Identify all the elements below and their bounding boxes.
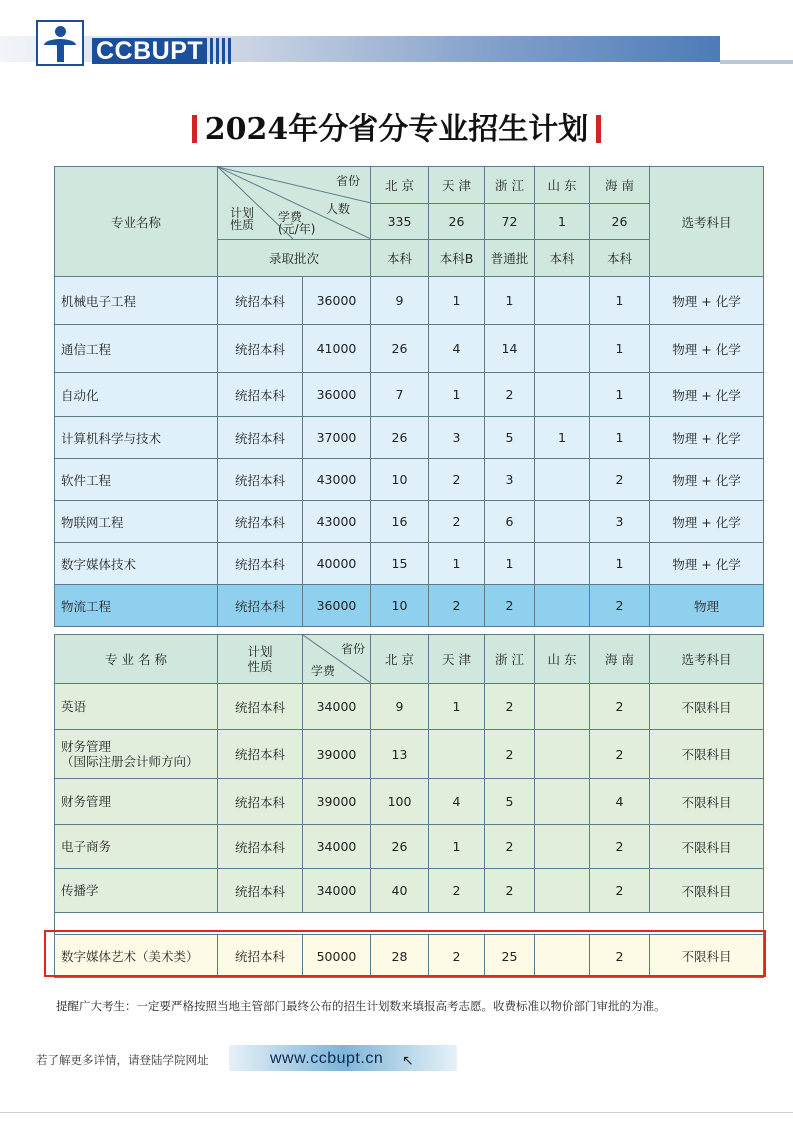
major-name-cell: 自动化 bbox=[55, 373, 218, 417]
table-row bbox=[55, 501, 764, 543]
province-corner-label: 省份 bbox=[341, 642, 366, 656]
subjects-cell: 不限科目 bbox=[650, 684, 764, 730]
province-header: 北 京 bbox=[371, 167, 429, 204]
plan-type-corner-label: 计划 性质 bbox=[230, 206, 255, 232]
province-header: 天 津 bbox=[429, 167, 485, 204]
tuition-cell: 34000 bbox=[303, 825, 371, 869]
province-total: 26 bbox=[429, 203, 485, 240]
province-corner-label: 省份 bbox=[336, 174, 361, 188]
quota-cell: 2 bbox=[590, 825, 650, 869]
quota-cell: 3 bbox=[429, 417, 485, 459]
province-header: 海 南 bbox=[590, 167, 650, 204]
quota-cell: 2 bbox=[590, 684, 650, 730]
plan-type-cell: 统招本科 bbox=[218, 325, 303, 373]
province-header: 海 南 bbox=[590, 635, 650, 684]
bottom-divider bbox=[0, 1112, 793, 1113]
tuition-cell: 39000 bbox=[303, 779, 371, 825]
quota-cell: 10 bbox=[371, 585, 429, 627]
plan-type-cell: 统招本科 bbox=[218, 543, 303, 585]
subjects-cell: 物理 + 化学 bbox=[650, 501, 764, 543]
quota-cell: 9 bbox=[371, 277, 429, 325]
quota-cell: 1 bbox=[429, 277, 485, 325]
tuition-cell: 34000 bbox=[303, 684, 371, 730]
diagonal-header-cell bbox=[218, 167, 371, 240]
subjects-header: 选考科目 bbox=[650, 167, 764, 277]
quota-cell bbox=[535, 459, 590, 501]
table-row bbox=[55, 730, 764, 779]
quota-cell: 26 bbox=[371, 825, 429, 869]
quota-cell: 25 bbox=[485, 935, 535, 978]
count-corner-label: 人数 bbox=[326, 202, 351, 216]
title-left-mark bbox=[192, 115, 197, 143]
quota-cell: 1 bbox=[590, 277, 650, 325]
batch-cell: 本科 bbox=[590, 240, 650, 277]
quota-cell: 26 bbox=[371, 417, 429, 459]
major-name-cell: 电子商务 bbox=[55, 825, 218, 869]
province-total: 1 bbox=[535, 203, 590, 240]
website-link[interactable]: www.ccbupt.cn bbox=[270, 1050, 384, 1067]
plan-type-cell: 统招本科 bbox=[218, 277, 303, 325]
subjects-cell: 物理 + 化学 bbox=[650, 417, 764, 459]
quota-cell bbox=[535, 373, 590, 417]
quota-cell: 3 bbox=[485, 459, 535, 501]
plan-type-cell: 统招本科 bbox=[218, 684, 303, 730]
plan-type-header: 计划 性质 bbox=[218, 635, 303, 684]
batch-label: 录取批次 bbox=[218, 240, 371, 277]
quota-cell: 16 bbox=[371, 501, 429, 543]
major-name-cell: 英语 bbox=[55, 684, 218, 730]
major-name-cell: 物流工程 bbox=[55, 585, 218, 627]
quota-cell bbox=[535, 779, 590, 825]
table-row bbox=[55, 373, 764, 417]
quota-cell: 40 bbox=[371, 869, 429, 913]
major-name-cell: 传播学 bbox=[55, 869, 218, 913]
quota-cell bbox=[535, 869, 590, 913]
tuition-cell: 36000 bbox=[303, 585, 371, 627]
province-header: 北 京 bbox=[371, 635, 429, 684]
footer-prompt: 若了解更多详情，请登陆学院网址 bbox=[36, 1053, 209, 1067]
tuition-cell: 43000 bbox=[303, 501, 371, 543]
quota-cell bbox=[535, 730, 590, 779]
table-row bbox=[55, 779, 764, 825]
quota-cell: 6 bbox=[485, 501, 535, 543]
subjects-cell: 物理 bbox=[650, 585, 764, 627]
quota-cell: 2 bbox=[429, 935, 485, 978]
province-total: 72 bbox=[485, 203, 535, 240]
enrollment-table-science bbox=[54, 166, 764, 627]
quota-cell: 1 bbox=[485, 543, 535, 585]
major-name-cell: 计算机科学与技术 bbox=[55, 417, 218, 459]
subjects-cell: 物理 + 化学 bbox=[650, 543, 764, 585]
subjects-cell: 不限科目 bbox=[650, 730, 764, 779]
quota-cell: 1 bbox=[429, 825, 485, 869]
plan-type-cell: 统招本科 bbox=[218, 869, 303, 913]
subjects-cell: 物理 + 化学 bbox=[650, 277, 764, 325]
quota-cell: 15 bbox=[371, 543, 429, 585]
quota-cell: 2 bbox=[485, 373, 535, 417]
quota-cell: 1 bbox=[429, 684, 485, 730]
province-total: 335 bbox=[371, 203, 429, 240]
tuition-cell: 39000 bbox=[303, 730, 371, 779]
quota-cell bbox=[535, 684, 590, 730]
quota-cell bbox=[535, 825, 590, 869]
quota-cell: 13 bbox=[371, 730, 429, 779]
batch-cell: 普通批 bbox=[485, 240, 535, 277]
quota-cell: 7 bbox=[371, 373, 429, 417]
major-name-cell: 数字媒体艺术（美术类） bbox=[55, 935, 218, 978]
quota-cell: 4 bbox=[429, 779, 485, 825]
table-row bbox=[55, 459, 764, 501]
quota-cell bbox=[429, 730, 485, 779]
quota-cell: 1 bbox=[429, 373, 485, 417]
page-header bbox=[0, 0, 793, 80]
quota-cell: 1 bbox=[590, 325, 650, 373]
quota-cell: 2 bbox=[485, 730, 535, 779]
quota-cell: 1 bbox=[590, 373, 650, 417]
quota-cell: 4 bbox=[590, 779, 650, 825]
tuition-cell: 50000 bbox=[303, 935, 371, 978]
quota-cell bbox=[535, 325, 590, 373]
plan-type-cell: 统招本科 bbox=[218, 373, 303, 417]
quota-cell bbox=[535, 277, 590, 325]
quota-cell: 2 bbox=[485, 825, 535, 869]
quota-cell: 2 bbox=[429, 459, 485, 501]
quota-cell bbox=[535, 543, 590, 585]
title-right-mark bbox=[596, 115, 601, 143]
plan-type-cell: 统招本科 bbox=[218, 730, 303, 779]
quota-cell: 2 bbox=[590, 585, 650, 627]
subjects-cell: 不限科目 bbox=[650, 779, 764, 825]
subjects-cell: 物理 + 化学 bbox=[650, 373, 764, 417]
quota-cell: 28 bbox=[371, 935, 429, 978]
major-name-cell: 通信工程 bbox=[55, 325, 218, 373]
table-row bbox=[55, 825, 764, 869]
cursor-icon: ↖ bbox=[402, 1053, 414, 1069]
major-name-cell: 机械电子工程 bbox=[55, 277, 218, 325]
quota-cell: 1 bbox=[535, 417, 590, 459]
plan-type-cell: 统招本科 bbox=[218, 779, 303, 825]
quota-cell: 2 bbox=[429, 869, 485, 913]
subjects-cell: 物理 + 化学 bbox=[650, 325, 764, 373]
logo-stripes bbox=[210, 38, 234, 64]
table-row bbox=[55, 869, 764, 913]
quota-cell bbox=[535, 585, 590, 627]
table-row bbox=[55, 325, 764, 373]
enrollment-table-liberal-arts bbox=[54, 634, 764, 978]
quota-cell: 2 bbox=[485, 684, 535, 730]
subjects-cell: 物理 + 化学 bbox=[650, 459, 764, 501]
province-header: 山 东 bbox=[535, 635, 590, 684]
province-header: 浙 江 bbox=[485, 635, 535, 684]
province-header: 浙 江 bbox=[485, 167, 535, 204]
major-name-header: 专 业 名 称 bbox=[55, 635, 218, 684]
highlight-box bbox=[44, 930, 766, 977]
quota-cell: 5 bbox=[485, 779, 535, 825]
province-header: 天 津 bbox=[429, 635, 485, 684]
quota-cell: 1 bbox=[590, 543, 650, 585]
plan-type-cell: 统招本科 bbox=[218, 585, 303, 627]
plan-type-cell: 统招本科 bbox=[218, 459, 303, 501]
quota-cell: 3 bbox=[590, 501, 650, 543]
school-logo-icon bbox=[36, 20, 84, 66]
quota-cell: 9 bbox=[371, 684, 429, 730]
quota-cell: 5 bbox=[485, 417, 535, 459]
major-name-cell: 财务管理 bbox=[55, 779, 218, 825]
tuition-cell: 37000 bbox=[303, 417, 371, 459]
header-divider bbox=[720, 60, 793, 64]
table-row bbox=[55, 543, 764, 585]
major-name-cell: 物联网工程 bbox=[55, 501, 218, 543]
batch-cell: 本科 bbox=[535, 240, 590, 277]
major-name-cell: 财务管理 （国际注册会计师方向） bbox=[55, 730, 218, 779]
plan-type-cell: 统招本科 bbox=[218, 825, 303, 869]
quota-cell: 2 bbox=[590, 935, 650, 978]
major-name-header: 专业名称 bbox=[55, 167, 218, 277]
page-title bbox=[0, 104, 793, 148]
subjects-cell: 不限科目 bbox=[650, 869, 764, 913]
quota-cell: 10 bbox=[371, 459, 429, 501]
diagonal-header-cell bbox=[303, 635, 371, 684]
quota-cell: 1 bbox=[485, 277, 535, 325]
quota-cell: 2 bbox=[429, 585, 485, 627]
batch-cell: 本科 bbox=[371, 240, 429, 277]
table-row bbox=[55, 684, 764, 730]
province-total: 26 bbox=[590, 203, 650, 240]
quota-cell: 1 bbox=[429, 543, 485, 585]
tuition-cell: 41000 bbox=[303, 325, 371, 373]
quota-cell: 2 bbox=[590, 459, 650, 501]
table-row bbox=[55, 417, 764, 459]
table-row bbox=[55, 277, 764, 325]
quota-cell: 26 bbox=[371, 325, 429, 373]
province-header: 山 东 bbox=[535, 167, 590, 204]
tuition-cell: 36000 bbox=[303, 277, 371, 325]
quota-cell: 4 bbox=[429, 325, 485, 373]
fee-corner-label: 学费 bbox=[311, 664, 336, 678]
major-name-cell: 数字媒体技术 bbox=[55, 543, 218, 585]
plan-type-cell: 统招本科 bbox=[218, 501, 303, 543]
quota-cell: 1 bbox=[590, 417, 650, 459]
quota-cell: 2 bbox=[485, 585, 535, 627]
plan-type-cell: 统招本科 bbox=[218, 935, 303, 978]
quota-cell: 100 bbox=[371, 779, 429, 825]
tuition-cell: 36000 bbox=[303, 373, 371, 417]
batch-cell: 本科B bbox=[429, 240, 485, 277]
quota-cell: 2 bbox=[590, 730, 650, 779]
subjects-header: 选考科目 bbox=[650, 635, 764, 684]
tuition-cell: 34000 bbox=[303, 869, 371, 913]
major-name-cell: 软件工程 bbox=[55, 459, 218, 501]
plan-type-cell: 统招本科 bbox=[218, 417, 303, 459]
quota-cell: 2 bbox=[590, 869, 650, 913]
subjects-cell: 不限科目 bbox=[650, 935, 764, 978]
subjects-cell: 不限科目 bbox=[650, 825, 764, 869]
quota-cell: 14 bbox=[485, 325, 535, 373]
quota-cell: 2 bbox=[485, 869, 535, 913]
table-row bbox=[55, 585, 764, 627]
quota-cell bbox=[535, 501, 590, 543]
quota-cell: 2 bbox=[429, 501, 485, 543]
fee-corner-label: 学费 (元/年) bbox=[278, 210, 316, 236]
tuition-cell: 43000 bbox=[303, 459, 371, 501]
logo-text: CCBUPT bbox=[92, 38, 207, 64]
title-text: 2024年分省分专业招生计划 bbox=[204, 112, 589, 147]
tuition-cell: 40000 bbox=[303, 543, 371, 585]
notice-text: 提醒广大考生：一定要严格按照当地主管部门最终公布的招生计划数来填报高考志愿。收费标准以物价部门审批的为准。 bbox=[56, 999, 666, 1013]
